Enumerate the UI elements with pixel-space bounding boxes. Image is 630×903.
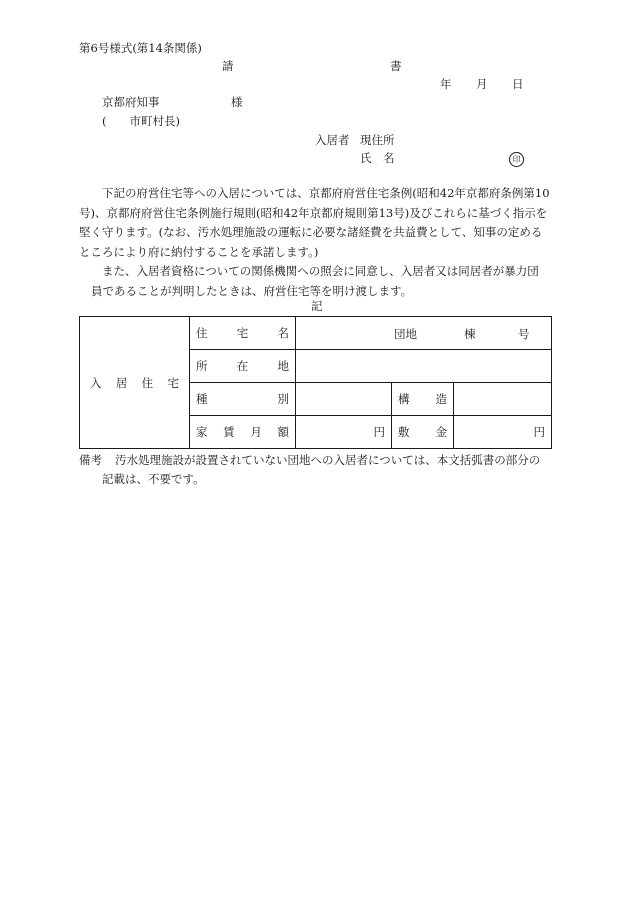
yen-unit: 円 (373, 425, 385, 439)
label-char: 金 (435, 425, 447, 439)
deposit-label (392, 416, 454, 449)
housing-group-label (80, 317, 190, 449)
body-paragraph-2-line-2: 員であることが判明したときは、府営住宅等を明け渡します。 (91, 283, 413, 298)
label-char: 地 (277, 359, 289, 373)
housing-name-field[interactable] (296, 317, 552, 350)
monthly-rent-label (190, 416, 296, 449)
deposit-field[interactable] (454, 416, 552, 449)
label-char: 住 (196, 326, 208, 340)
location-field[interactable] (296, 350, 552, 383)
label-char: 敷 (398, 425, 410, 439)
applicant-role-label: 入居者 (315, 133, 350, 147)
seal-icon: 印 (509, 152, 524, 167)
type-field[interactable] (296, 383, 392, 416)
body-paragraph-1: 下記の府営住宅等への入居については、京都府府営住宅条例(昭和42年京都府条例第10号)、京都府府営住宅条例施行規則(昭和42年京都府規則第13号)及びこれらに基づく指示を堅く守ります。(なお、汚水処理施設の運転に必要な諸経費を共益費として、知事の定めるところにより府に納付することを承諾します。) (79, 186, 550, 259)
label-char: 造 (435, 392, 447, 406)
label-char: 名 (277, 326, 289, 340)
yen-unit: 円 (533, 425, 546, 439)
body-paragraph-2-line-1: また、入居者資格についての関係機関への照会に同意し、入居者又は同居者が暴力団 (102, 264, 539, 278)
mune-suffix: 棟 (464, 327, 476, 341)
date-day: 日 (512, 77, 524, 91)
body-text (79, 184, 551, 301)
label-char: 月 (250, 425, 262, 439)
title-right-char: 書 (390, 59, 402, 73)
addressee-honorific: 様 (231, 95, 243, 109)
applicant-address-label: 現住所 (360, 133, 395, 147)
group-label-char: 入 (90, 375, 102, 390)
addressee-governor: 京都府知事 (102, 95, 160, 109)
location-label (190, 350, 296, 383)
applicant-name-label: 氏 名 (360, 151, 395, 165)
addressee-mayor: ( 市町村長) (102, 114, 180, 128)
label-char: 別 (277, 392, 289, 406)
type-label (190, 383, 296, 416)
seal-mark (509, 152, 524, 167)
label-char: 在 (236, 359, 249, 373)
ki-heading: 記 (311, 299, 323, 313)
structure-field[interactable] (454, 383, 552, 416)
title-left-char: 請 (222, 59, 234, 73)
notes-label: 備考 (79, 453, 102, 467)
structure-label (392, 383, 454, 416)
form-number: 第6号様式(第14条関係) (79, 41, 202, 55)
label-char: 賃 (223, 425, 235, 439)
label-char: 構 (398, 392, 410, 406)
label-char: 所 (196, 359, 208, 373)
label-char: 額 (277, 425, 289, 439)
date-month: 月 (476, 77, 488, 91)
housing-name-label (190, 317, 296, 350)
label-char: 種 (196, 392, 208, 406)
notes-line-2: 記載は、不要です。 (102, 472, 205, 486)
notes-line-1: 汚水処理施設が設置されていない団地への入居者については、本文括弧書の部分の (115, 453, 541, 467)
danchi-suffix: 団地 (394, 327, 417, 341)
housing-table (79, 316, 552, 449)
go-suffix: 号 (518, 327, 530, 341)
date-year: 年 (440, 77, 452, 91)
table-row (80, 317, 552, 350)
group-label-char: 居 (115, 375, 128, 390)
group-label-char: 宅 (167, 375, 179, 390)
label-char: 宅 (236, 326, 249, 340)
group-label-char: 住 (141, 375, 154, 390)
monthly-rent-field[interactable] (296, 416, 392, 449)
label-char: 家 (196, 425, 208, 439)
